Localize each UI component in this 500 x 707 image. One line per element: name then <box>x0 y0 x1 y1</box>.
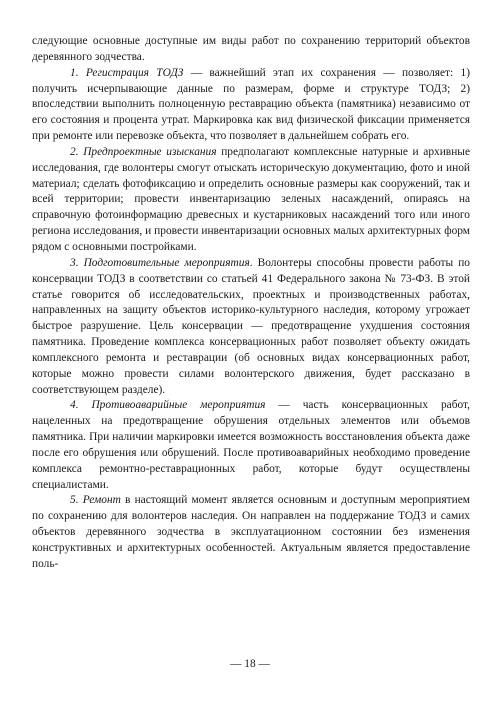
paragraph-intro <box>32 34 470 66</box>
paragraph-preparatory-measures <box>32 256 470 399</box>
paragraph-registration <box>32 66 470 145</box>
paragraph-preproject-surveys-text: предполагают комплексные натурные и архивные исследования, где волонтеры смогут отыскать историческую документацию, фото и иной материал; сделать фотофиксацию и определить основные размеры как сооружений, так и всей территории; провести инвентаризацию зеленых насаждений, опираясь на справочную фотоинформацию древесных и кустарниковых насаждений того или иного региона исследования, и провести инвентаризации основных малых архитектурных форм рядом с основными постройками. <box>32 145 470 253</box>
paragraph-repair <box>32 493 470 572</box>
heading-preparatory-measures: 3. Подготовительные мероприятия <box>70 256 250 269</box>
page-number: — 18 — <box>230 658 270 670</box>
paragraph-registration-text: — важнейший этап их сохранения — позволяет: 1) получить исчерпывающие данные по размерам, форме и структуре ТОДЗ; 2) впоследствии выполнить полноценную реставрацию объекта (памятника) независимо от его состояния и процента утрат. Маркировка как вид физической фиксации применяется при ремонте или перевозке объекта, что позволяет в дальнейшем собрать его. <box>32 66 470 143</box>
heading-repair: 5. Ремонт <box>70 494 121 507</box>
paragraph-preproject-surveys <box>32 145 470 256</box>
paragraph-preparatory-measures-text: . Волонтеры способны провести работы по консервации ТОДЗ в соответствии со статьей 41 Федерального закона № 73-ФЗ. В этой статье говорится об исследовательских, проектных и производственных работах, направленных на защиту объектов историко-культурного наследия, которому угрожает быстрое разрушение. Цель консервации — предотвращение ухудшения состояния памятника. Проведение комплекса консервационных работ позволяет объекту ожидать комплексного ремонта и реставрации (об основных видах консервационных работ, которые можно провести силами волонтерского движения, будет рассказано в соответствующем разделе). <box>32 256 471 396</box>
heading-preproject-surveys: 2. Предпроектные изыскания <box>70 145 217 158</box>
paragraph-intro-text: следующие основные доступные им виды работ по сохранению территорий объектов деревянного зодчества. <box>32 35 470 63</box>
heading-registration: 1. Регистрация ТОДЗ <box>70 66 184 79</box>
paragraph-emergency-measures <box>32 398 470 493</box>
document-body <box>32 34 470 573</box>
heading-emergency-measures: 4. Противоаварийные мероприятия <box>70 399 266 412</box>
paragraph-emergency-measures-text: — часть консервационных работ, нацеленных на предотвращение обрушения отдельных элементов или объемов памятника. При наличии маркировки имеется возможность восстановления объекта даже после его обрушения или обрушений. После противоаварийных необходимо проведение комплекса ремонтно-реставрационных работ, которые будут осуществлены специалистами. <box>32 399 471 491</box>
paragraph-repair-text: в настоящий момент является основным и доступным мероприятием по сохранению для волонтеров наследия. Он направлен на поддержание ТОДЗ и самих объектов деревянного зодчества в эксплуатационном состоянии без изменения конструктивных и архитектурных особенностей. Актуальным является предоставление поль- <box>32 494 470 570</box>
